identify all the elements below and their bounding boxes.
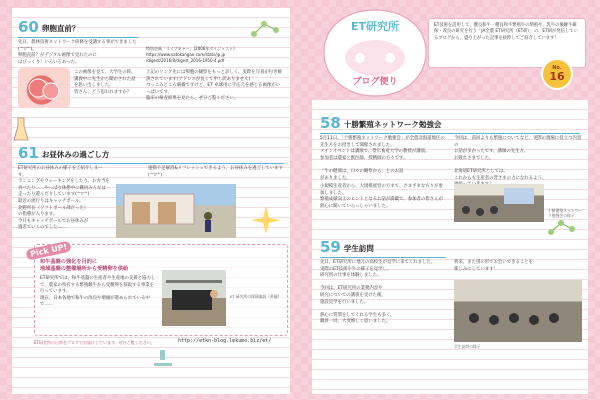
section-59-title: 学生訪問 [343,244,374,253]
pickup-tag: Pick UP! [25,240,72,260]
pickup-title: 和牛基盤の強化を目的に 地域基盤の整備場所から受精卵を供給 [40,259,129,272]
issue-label: No. [552,65,562,71]
footer-text: ET研究所の日常をブログでお届けしています。ぜひご覧ください。 [34,340,155,345]
section-61-title: お昼休みの過ごし方 [41,150,110,159]
section-60-link-text: 特別企画「ライブキャー」(2006年ダイジェスト) https://www.satokangae.com/stats/jp.jp /digest/2016/8/digest_2016-1950-4.pdf [146,46,235,63]
section-58-header [320,116,441,131]
section-58-photo [454,184,544,222]
section-61-number: 61 [18,144,39,162]
section-59-right-text: 将来、また別の形でお会いできることを 楽しみにしています！ [454,260,534,272]
section-59-caption: 学生訪問の様子 [454,344,481,349]
issue-number: 16 [549,70,565,83]
section-58-underline [320,133,580,134]
badge-title-bottom: ブログ便り [352,77,398,87]
section-60-text2: この画像を見て、大学生の時、講義中に先生から聞かされた話を思い出しました。 皆さん、どう思われますか？ [74,70,136,95]
section-58-caption: 十勝繁殖ネットワーク勉強会の様子 [548,208,583,218]
sparkle-icon [248,204,284,236]
section-60-title: 卵胞直前？ [41,24,80,33]
issue-number-badge [541,58,573,90]
section-60-right-text: 上記のリンク先には卵胞の観察をもっと詳しく、実際を写真が付き解説されています(アドレスが長くて申し訳ありません) つっこみどころ満載ですけど、ET 卓球用に手応えを感じる画像がいっぱいです。 臨床の検査結果を見たら、ぜひご覧ください。 [146,70,282,102]
right-page [312,100,588,394]
section-59-text: 先日、ET研究所に地元の高校生が見学に来てくれました。 実際のET技術や牛の様子を見学し、 研究所の仕事を体験しました。 今回は、ET研究所の業務内容や 研究についての講義を受けた後、 施設見学を行いました。 熱心に質問をしてくれる学生も多く、 職員一同、大変嬉しく思いました。 [320,260,436,325]
egg-cells-illustration [18,68,70,108]
header-intro-text: ET技術を活用して、優良和牛・優良和牛繁殖牛の増殖や、乳牛の後継牛確保・改良の研究を行う「JA全農 ET研究所（ET研）」の、ET研が発信しているブログから、盛り上がった記事を抜粋してご紹介しています！ [434,23,578,41]
pickup-text: ET研究所では、和牛基盤の生産者や生産地の支援と協力して、農家の所有する繁殖雌牛から受精卵を採取する事業を行っています。 現在、日本各地で和牛の改良や増頭が進められている中で…… [40,276,156,308]
section-60-text: 先日、農林技術ネットワーク研修を受講する事ができました(^▽^)。 卵胞直前？がデジタル画像で見れたのに はびっくり！いろいろあった。 [18,40,137,65]
molecule-icon-right [546,218,576,238]
section-58-title: 十勝繁殖ネットワーク勉強会 [343,120,442,129]
section-60-underline [18,37,138,38]
section-60-number: 60 [18,18,39,36]
section-59-number: 59 [320,238,341,256]
seminar-photo [454,184,544,222]
blog-url-link[interactable]: http://etkn-blog.lekumo.biz/et/ [178,338,272,344]
header-badge [318,6,432,102]
pickup-photo [162,270,226,326]
microscope-icon [150,348,178,368]
section-61-header [18,146,109,161]
section-61-underline [18,163,284,164]
classroom-photo [454,280,582,342]
section-60-header [18,20,79,35]
cattle-facility-photo [162,270,226,326]
pickup-caption: ET 研究所の採卵施設（外観） [230,294,282,299]
section-60-photo [18,68,70,108]
flask-icon [12,116,30,144]
section-61-text: ET研究所のお昼休みの様子をご紹介しまーす。 ランニングやウォーキングをしたり、お弁当を 食べたり……やっぱり休憩中に職員みんなは 走ったり遊んだりしています(^▽^) 最近の流行りはキャッチボール。 北野所長（ソフトボール部だった） の指導が入ります。 今日もキャッチボールでお昼休みが 過ぎていくのでした…… [18,166,110,231]
section-61-photo [116,184,236,238]
section-58-number: 58 [320,114,341,132]
left-page [12,8,290,394]
section-59-photo [454,280,582,342]
section-59-underline [320,257,446,258]
section-58-right-text: 今回は、前回よりも繁殖についてなど、実際の現場に役立つ内容の お話が多かったです。講師の先生方、 お疲れさまでした。 北海道ET研究所としては、 これからも生産者の皆さまの力になれるよう、 [454,136,582,181]
section-59-header [320,240,374,255]
barn-photo [116,184,236,238]
molecule-icon [248,18,282,40]
section-61-right-text: 運動不足解消&リフレッシュできるよう、お昼休みを過ごしています(^▽^) [148,166,283,178]
section-58-text: 5月11日、「十勝繁殖ネットワーク勉強会」が全農北海道地区の先生方をお招きして開催されました。 メインイベントは講演で、帯広畜産大学の教授が講演。 参加者は農家と獣医師、授精師の方々です。 「牛の健康は、日々の観察から」とのお話 がありました。 [320,136,445,181]
badge-title-top: ET研究所 [350,20,400,33]
section-58-text2: 小規模生産者から、大規模経営の方まで、さまざまな方々が参加しました。 繁殖成績向上のヒントとなるお話が満載で、参加者の皆さんが熱心に聞いていらっしゃいました。 [320,184,443,209]
